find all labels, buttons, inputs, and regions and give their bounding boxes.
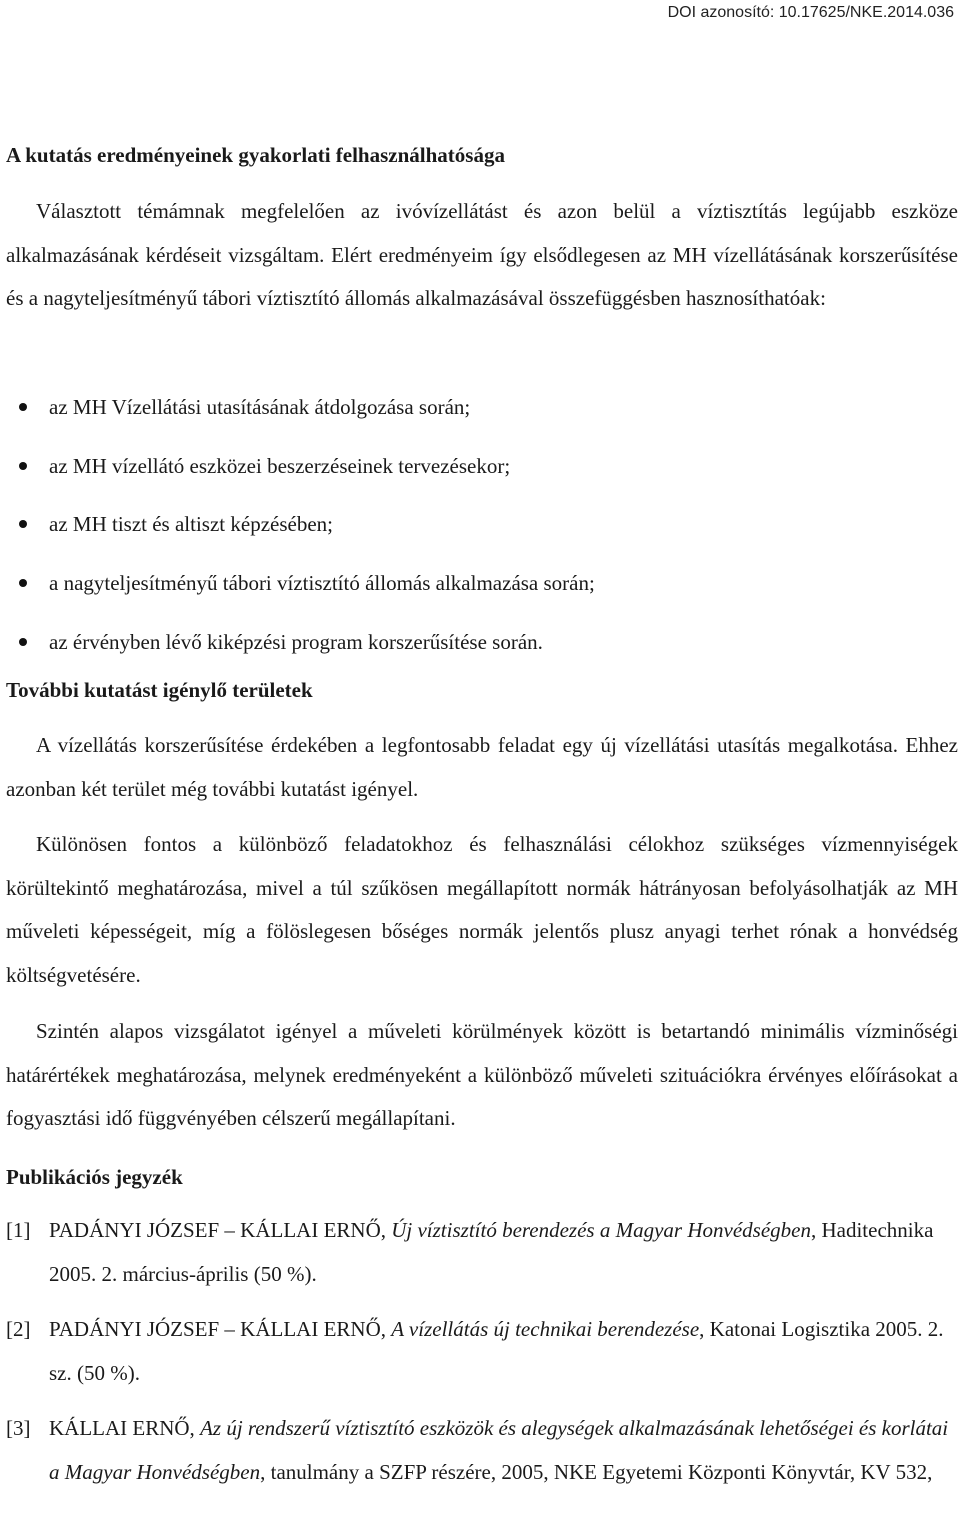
publication-list	[6, 1208, 958, 1505]
list-item: a nagyteljesítményű tábori víztisztító állomás alkalmazása során;	[6, 554, 956, 613]
section-heading-publications: Publikációs jegyzék	[6, 1165, 183, 1189]
bullet-list-applications	[6, 378, 956, 671]
list-item: az érvényben lévő kiképzési program korszerűsítése során.	[6, 613, 956, 672]
section-heading-further-research: További kutatást igénylő területek	[6, 678, 313, 702]
bullet-icon	[19, 638, 27, 646]
publication-item: [2] PADÁNYI JÓZSEF – KÁLLAI ERNŐ, A vízellátás új technikai berendezése, Katonai Logisztika 2005. 2. sz. (50 %).	[6, 1317, 944, 1385]
paragraph-new-regulation: A vízellátás korszerűsítése érdekében a legfontosabb feladat egy új vízellátási utasítás megalkotása. Ehhez azonban két terület még további kutatást igényel.	[6, 733, 958, 801]
doi-identifier: DOI azonosító: 10.17625/NKE.2014.036	[667, 4, 954, 21]
list-item: az MH tiszt és altiszt képzésében;	[6, 495, 956, 554]
section-heading-practical-use: A kutatás eredményeinek gyakorlati felhasználhatósága	[6, 143, 505, 167]
paragraph-water-quality: Szintén alapos vizsgálatot igényel a műveleti körülmények között is betartandó minimális vízminőségi határértékek meghatározása, melynek eredményeként a különböző műveleti szituációkra érvényes előírásokat a fogyasztási idő függvényében célszerű megállapítani.	[6, 1019, 958, 1130]
bullet-icon	[19, 579, 27, 587]
paragraph-intro: Választott témámnak megfelelően az ivóvízellátást és azon belül a víztisztítás legújabb eszköze alkalmazásának kérdéseit vizsgáltam. Elért eredményeim így elsődlegesen az MH vízellátásának korszerűsítése és a nagyteljesítményű tábori víztisztító állomás alkalmazásával összefüggésben hasznosíthatóak:	[6, 199, 958, 310]
bullet-icon	[19, 462, 27, 470]
list-item: az MH vízellátó eszközei beszerzéseinek tervezésekor;	[6, 437, 956, 496]
publication-item: [1] PADÁNYI JÓZSEF – KÁLLAI ERNŐ, Új víztisztító berendezés a Magyar Honvédségben, Haditechnika 2005. 2. március-április (50 %).	[6, 1218, 934, 1286]
publication-item: [3] KÁLLAI ERNŐ, Az új rendszerű víztisztító eszközök és alegységek alkalmazásának lehetőségei és korlátai a Magyar Honvédségben, tanulmány a SZFP részére, 2005, NKE Egyetemi Központi Könyvtár, KV 532,	[6, 1416, 949, 1484]
paragraph-water-quantity: Különösen fontos a különböző feladatokhoz és felhasználási célokhoz szükséges vízmennyiségek körültekintő meghatározása, mivel a túl szűkösen megállapított normák hátrányosan befolyásolhatják az MH műveleti képességeit, míg a fölöslegesen bőséges normák jelentős plusz anyagi terhet rónak a honvédség költségvetésére.	[6, 832, 958, 987]
list-item: az MH Vízellátási utasításának átdolgozása során;	[6, 378, 956, 437]
bullet-icon	[19, 520, 27, 528]
bullet-icon	[19, 403, 27, 411]
